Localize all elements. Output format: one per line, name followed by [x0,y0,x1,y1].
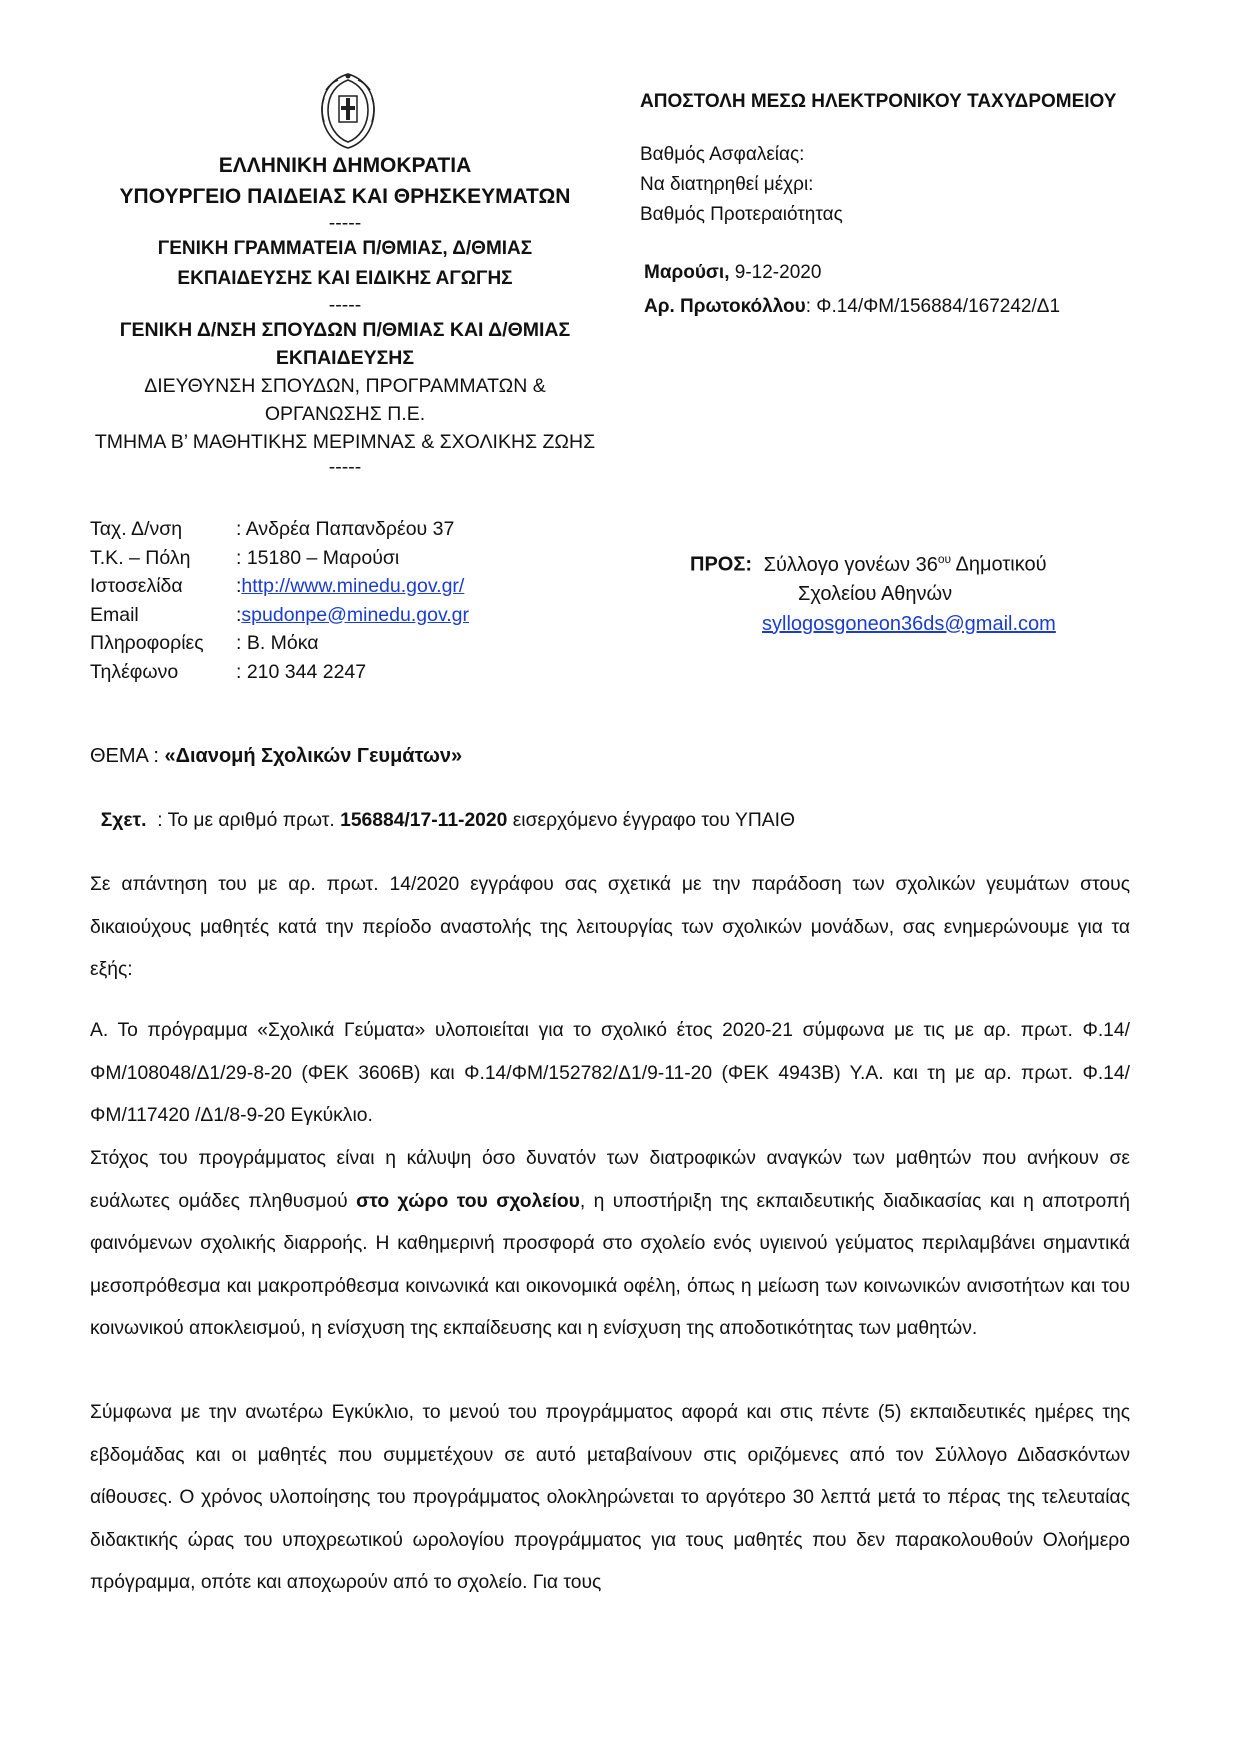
reference-number: 156884/17-11-2020 [340,810,508,831]
priority-level: Βαθμός Προτεραιότητας [640,204,843,225]
contact-row-website: Ιστοσελίδα : http://www.minedu.gov.gr/ [90,572,469,601]
website-link[interactable]: http://www.minedu.gov.gr/ [241,575,465,597]
retention-period: Να διατηρηθεί μέχρι: [640,174,814,195]
header-directorate-general: ΓΕΝΙΚΗ Δ/ΝΣΗ ΣΠΟΥΔΩΝ Π/ΘΜΙΑΣ ΚΑΙ Δ/ΘΜΙΑΣ [119,319,571,341]
contact-row-email: Email : spudonpe@minedu.gov.gr [90,601,469,630]
reference-line: Σχετ. : Το με αριθμό πρωτ. 156884/17-11-2020 εισερχόμενο έγγραφο του ΥΠΑΙΘ [100,810,796,831]
contact-row-phone [90,658,469,687]
protocol-number: Αρ. Πρωτοκόλλου: Φ.14/ΦΜ/156884/167242/Δ1 [644,296,1061,317]
header-directorate-2: ΟΡΓΑΝΩΣΗΣ Π.Ε. [264,403,426,425]
recipient-email [690,610,1056,640]
header-directorate-general-2: ΕΚΠΑΙΔΕΥΣΗΣ [275,347,415,369]
hellenic-republic-emblem-icon [312,68,384,152]
contact-label: Πληροφορίες [90,632,204,654]
reference-label: Σχετ. [100,810,147,831]
header-separator: ----- [328,212,362,234]
contact-label: Τηλέφωνο [90,660,179,683]
contact-value: : Ανδρέα Παπανδρέου 37 [236,518,455,540]
recipient-line-1: ΠΡΟΣ: Σύλλογο γονέων $36^{o\upsilon}$ Δημοτικού [690,552,1047,576]
recipient-email-link[interactable]: syllogosgoneon36ds@gmail.com [762,612,1056,635]
contact-value: : 15180 – Μαρούσι [236,546,400,569]
header-directorate: ΔΙΕΥΘΥΝΣΗ ΣΠΟΥΔΩΝ, ΠΡΟΓΡΑΜΜΑΤΩΝ & [144,375,546,397]
header-secretariat-2: ΕΚΠΑΙΔΕΥΣΗΣ ΚΑΙ ΕΙΔΙΚΗΣ ΑΓΩΓΗΣ [177,268,513,289]
contact-row-info [90,629,469,658]
body-paragraph-3: Στόχος του προγράμματος είναι η κάλυψη όσο δυνατόν των διατροφικών αναγκών των μαθητών που ανήκουν σε ευάλωτες ομάδες πληθυσμού στο χώρο του σχολείου, η υποστήριξη της εκπαιδευτικής διαδικασίας και η αποτροπή φαινόμενων σχολικής διαρροής. Η καθημερινή προσφορά στο σχολείο ενός υγιεινού γεύματος περιλαμβάνει σημαντικά μεσοπρόθεσμα και μακροπρόθεσμα κοινωνικά και οικονομικά οφέλη, όπως η μείωση των κοινωνικών ανισοτήτων και του κοινωνικού αποκλεισμού, η ενίσχυση της εκπαίδευσης και η ενίσχυση της αποδοτικότητας των μαθητών. [90,1148,1130,1339]
contact-label: Ταχ. Δ/νση [90,518,183,540]
header-separator: ----- [328,456,362,478]
contact-row-postcode [90,544,469,573]
header-separator: ----- [328,294,362,316]
header-republic: ΕΛΛΗΝΙΚΗ ΔΗΜΟΚΡΑΤΙΑ [218,154,472,177]
email-link[interactable]: spudonpe@minedu.gov.gr [241,603,470,626]
header-ministry: ΥΠΟΥΡΓΕΙΟ ΠΑΙΔΕΙΑΣ ΚΑΙ ΘΡΗΣΚΕΥΜΑΤΩΝ [119,185,571,208]
recipient-label: ΠΡΟΣ: [690,553,753,576]
contact-info [90,515,469,686]
header-secretariat: ΓΕΝΙΚΗ ΓΡΑΜΜΑΤΕΙΑ Π/ΘΜΙΑΣ, Δ/ΘΜΙΑΣ [157,238,533,259]
recipient-block [690,545,1056,639]
security-block [640,140,843,230]
subject-line: ΘΕΜΑ : «Διανομή Σχολικών Γευμάτων» [90,745,463,767]
subject-label: ΘΕΜΑ [90,745,148,767]
contact-value: : Β. Μόκα [236,632,319,654]
contact-label: Ιστοσελίδα [90,575,183,597]
ministry-header [80,150,610,478]
recipient-line-2: Σχολείου Αθηνών [798,583,953,606]
body-paragraph-1: Σε απάντηση του με αρ. πρωτ. 14/2020 εγγράφου σας σχετικά με την παράδοση των σχολικών γευμάτων στους δικαιούχους μαθητές κατά την περίοδο αναστολής της λειτουργίας των σχολικών μονάδων, σας ενημερώνουμε για τα εξής: [90,874,1130,980]
contact-label: Τ.Κ. – Πόλη [90,546,191,569]
body-paragraph-4: Σύμφωνα με την ανωτέρω Εγκύκλιο, το μενού του προγράμματος αφορά και στις πέντε (5) εκπαιδευτικές ημέρες της εβδομάδας και οι μαθητές που συμμετέχουν σε αυτό μεταβαίνουν στις οριζόμενες από τον Σύλλογο Διδασκόντων αίθουσες. Ο χρόνος υλοποίησης του προγράμματος ολοκληρώνεται το αργότερο 30 λεπτά μετά το πέρας της τελευταίας διδακτικής ώρας του υποχρεωτικού ωρολογίου προγράμματος για τους μαθητές που δεν παρακολουθούν Ολοήμερο πρόγραμμα, οπότε και αποχωρούν από το σχολείο. Για τους [90,1402,1130,1593]
subject-title: «Διανομή Σχολικών Γευμάτων» [164,745,463,767]
contact-row-address [90,515,469,544]
security-level: Βαθμός Ασφαλείας: [640,144,805,165]
contact-label: Email [90,603,139,626]
document-date: Μαρούσι, 9-12-2020 [644,262,822,283]
delivery-note: ΑΠΟΣΤΟΛΗ ΜΕΣΩ ΗΛΕΚΤΡΟΝΙΚΟΥ ΤΑΧΥΔΡΟΜΕΙΟΥ [640,91,1117,112]
body-paragraph-2: Α. Το πρόγραμμα «Σχολικά Γεύματα» υλοποιείται για το σχολικό έτος 2020-21 σύμφωνα με τις με αρ. πρωτ. Φ.14/ΦΜ/108048/Δ1/29-8-20 (ΦΕΚ 3606Β) και Φ.14/ΦΜ/152782/Δ1/9-11-20 (ΦΕΚ 4943Β) Υ.Α. και τη με αρ. πρωτ. Φ.14/ΦΜ/117420 /Δ1/8-9-20 Εγκύκλιο. [90,1020,1130,1126]
contact-value: : 210 344 2247 [236,660,367,683]
header-department: ΤΜΗΜΑ Β’ ΜΑΘΗΤΙΚΗΣ ΜΕΡΙΜΝΑΣ & ΣΧΟΛΙΚΗΣ ΖΩΗΣ [94,431,596,453]
